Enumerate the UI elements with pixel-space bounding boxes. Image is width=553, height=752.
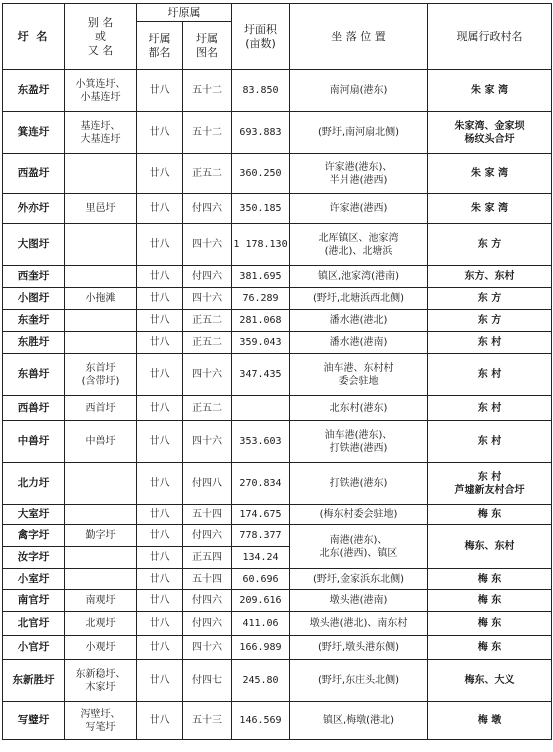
row-map: 付四六 [183, 525, 232, 547]
row-area: 245.80 [232, 660, 290, 702]
row-village: 东方、东村 [428, 266, 552, 288]
row-alias [65, 310, 137, 332]
row-map: 付四八 [183, 463, 232, 505]
row-name: 小图圩 [3, 288, 65, 310]
row-alias: 东新稳圩、 木家圩 [65, 660, 137, 702]
header-alias: 别 名 或 又 名 [65, 4, 137, 70]
row-name: 写璧圩 [3, 702, 65, 740]
row-location: 镇区,池家湾(港南) [290, 266, 428, 288]
row-du: 廿八 [137, 612, 183, 636]
row-village: 东 村 [428, 396, 552, 421]
row-du: 廿八 [137, 194, 183, 224]
row-village: 东 村 芦墟新友村合圩 [428, 463, 552, 505]
row-alias: 南观圩 [65, 590, 137, 612]
row-name: 外亦圩 [3, 194, 65, 224]
row-alias [65, 463, 137, 505]
table-row [3, 569, 552, 590]
row-area: 360.250 [232, 154, 290, 194]
row-location: (野圩,东庄头北侧) [290, 660, 428, 702]
row-area [232, 396, 290, 421]
row-location: 打铁港(港东) [290, 463, 428, 505]
table-row [3, 354, 552, 396]
row-name: 汝字圩 [3, 547, 65, 569]
table-row [3, 70, 552, 112]
row-du: 廿八 [137, 154, 183, 194]
table-row [3, 660, 552, 702]
row-map: 正五二 [183, 332, 232, 354]
row-du: 廿八 [137, 224, 183, 266]
row-area: 281.068 [232, 310, 290, 332]
row-location: (野圩,墩头港东侧) [290, 636, 428, 660]
row-map: 四十六 [183, 354, 232, 396]
header-village: 现属行政村名 [428, 4, 552, 70]
row-map: 付四七 [183, 660, 232, 702]
row-location: 潘水港(港北) [290, 310, 428, 332]
row-location: (梅东村委会驻地) [290, 505, 428, 525]
row-location: 墩头港(港南) [290, 590, 428, 612]
row-du: 廿八 [137, 636, 183, 660]
row-alias: 西首圩 [65, 396, 137, 421]
row-du: 廿八 [137, 569, 183, 590]
row-alias [65, 547, 137, 569]
row-area: 778.377 [232, 525, 290, 547]
row-name: 东盈圩 [3, 70, 65, 112]
row-location: 许家港(港西) [290, 194, 428, 224]
table-row [3, 463, 552, 505]
row-name: 西盈圩 [3, 154, 65, 194]
row-alias: 东首圩 (含带圩) [65, 354, 137, 396]
row-map: 正五四 [183, 547, 232, 569]
row-map: 四十六 [183, 421, 232, 463]
row-du: 廿八 [137, 505, 183, 525]
row-du: 廿八 [137, 525, 183, 547]
table-row [3, 310, 552, 332]
row-name: 大图圩 [3, 224, 65, 266]
row-map: 正五二 [183, 154, 232, 194]
row-du: 廿八 [137, 421, 183, 463]
row-map: 五十三 [183, 702, 232, 740]
row-area: 359.043 [232, 332, 290, 354]
row-alias [65, 224, 137, 266]
row-name: 小官圩 [3, 636, 65, 660]
row-village: 朱 家 湾 [428, 194, 552, 224]
table-row [3, 612, 552, 636]
row-village: 梅 东 [428, 636, 552, 660]
row-village: 朱 家 湾 [428, 70, 552, 112]
row-name: 禽字圩 [3, 525, 65, 547]
row-area: 347.435 [232, 354, 290, 396]
row-alias: 小观圩 [65, 636, 137, 660]
row-village: 梅 墩 [428, 702, 552, 740]
row-map: 四十六 [183, 224, 232, 266]
row-village: 梅东、东村 [428, 525, 552, 569]
row-name: 东兽圩 [3, 354, 65, 396]
row-map: 正五二 [183, 396, 232, 421]
row-village: 东 村 [428, 421, 552, 463]
row-map: 四十六 [183, 288, 232, 310]
row-name: 箕连圩 [3, 112, 65, 154]
row-location: 南港(港东)、 北东(港西)、镇区 [290, 525, 428, 569]
row-alias: 北观圩 [65, 612, 137, 636]
row-du: 廿八 [137, 660, 183, 702]
row-alias [65, 569, 137, 590]
row-alias: 勤字圩 [65, 525, 137, 547]
table-header [3, 4, 552, 70]
row-name: 东新胜圩 [3, 660, 65, 702]
row-map: 正五二 [183, 310, 232, 332]
table-row [3, 590, 552, 612]
row-location: 油车港(港东)、 打铁港(港西) [290, 421, 428, 463]
row-location: 油车港、东村村 委会驻地 [290, 354, 428, 396]
row-area: 693.883 [232, 112, 290, 154]
row-name: 北力圩 [3, 463, 65, 505]
row-area: 76.289 [232, 288, 290, 310]
row-du: 廿八 [137, 702, 183, 740]
row-area: 270.834 [232, 463, 290, 505]
row-location: 北厍镇区、池家湾 (港北)、北塘浜 [290, 224, 428, 266]
row-location: 镇区,梅墩(港北) [290, 702, 428, 740]
row-map: 付四六 [183, 266, 232, 288]
row-alias: 里邑圩 [65, 194, 137, 224]
row-village: 东 方 [428, 288, 552, 310]
table-row [3, 288, 552, 310]
row-du: 廿八 [137, 310, 183, 332]
row-map: 付四六 [183, 194, 232, 224]
table-body [3, 70, 552, 740]
row-area: 83.850 [232, 70, 290, 112]
row-du: 廿八 [137, 288, 183, 310]
row-location: (野圩,金家浜东北侧) [290, 569, 428, 590]
row-area: 209.616 [232, 590, 290, 612]
header-origin-group: 圩原属 [137, 4, 232, 22]
row-location: (野圩,南河扇北侧) [290, 112, 428, 154]
row-du: 廿八 [137, 396, 183, 421]
row-name: 西奎圩 [3, 266, 65, 288]
row-du: 廿八 [137, 354, 183, 396]
row-area: 411.06 [232, 612, 290, 636]
row-village: 梅 东 [428, 505, 552, 525]
row-alias: 中兽圩 [65, 421, 137, 463]
row-du: 廿八 [137, 112, 183, 154]
row-name: 小室圩 [3, 569, 65, 590]
row-du: 廿八 [137, 547, 183, 569]
header-origin-du: 圩属 都名 [137, 22, 183, 70]
row-alias [65, 154, 137, 194]
row-alias [65, 266, 137, 288]
row-village: 梅 东 [428, 612, 552, 636]
row-map: 五十四 [183, 569, 232, 590]
row-du: 廿八 [137, 590, 183, 612]
table-row [3, 332, 552, 354]
row-name: 东胜圩 [3, 332, 65, 354]
row-area: 350.185 [232, 194, 290, 224]
row-alias [65, 505, 137, 525]
row-location: 墩头港(港北)、南东村 [290, 612, 428, 636]
row-alias: 小拖滩 [65, 288, 137, 310]
header-location: 坐 落 位 置 [290, 4, 428, 70]
row-village: 朱 家 湾 [428, 154, 552, 194]
row-name: 中兽圩 [3, 421, 65, 463]
row-area: 60.696 [232, 569, 290, 590]
row-name: 南官圩 [3, 590, 65, 612]
row-alias: 小箕连圩、 小基连圩 [65, 70, 137, 112]
row-map: 付四六 [183, 590, 232, 612]
row-area: 134.24 [232, 547, 290, 569]
row-area: 146.569 [232, 702, 290, 740]
row-du: 廿八 [137, 463, 183, 505]
row-map: 五十二 [183, 70, 232, 112]
row-map: 五十四 [183, 505, 232, 525]
row-location: 北东村(港东) [290, 396, 428, 421]
header-origin-map: 圩属 图名 [183, 22, 232, 70]
row-area: 166.989 [232, 636, 290, 660]
header-name: 圩 名 [3, 4, 65, 70]
row-area: 1 178.130 [232, 224, 290, 266]
row-area: 174.675 [232, 505, 290, 525]
row-area: 381.695 [232, 266, 290, 288]
row-map: 四十六 [183, 636, 232, 660]
row-location: (野圩,北塘浜西北侧) [290, 288, 428, 310]
table-row [3, 421, 552, 463]
row-village: 梅东、大义 [428, 660, 552, 702]
row-area: 353.603 [232, 421, 290, 463]
row-village: 东 方 [428, 224, 552, 266]
row-map: 付四六 [183, 612, 232, 636]
table-row [3, 525, 552, 547]
table-row [3, 266, 552, 288]
row-location: 许家港(港东)、 半爿港(港西) [290, 154, 428, 194]
polder-table [2, 3, 552, 740]
table-row [3, 396, 552, 421]
row-alias: 泻壁圩、 写笔圩 [65, 702, 137, 740]
row-alias: 基连圩、 大基连圩 [65, 112, 137, 154]
table-row [3, 112, 552, 154]
table-row [3, 702, 552, 740]
row-village: 东 村 [428, 354, 552, 396]
row-village: 梅 东 [428, 590, 552, 612]
table-row [3, 154, 552, 194]
row-name: 大室圩 [3, 505, 65, 525]
table-row [3, 224, 552, 266]
row-village: 梅 东 [428, 569, 552, 590]
row-village: 朱家湾、金家坝 杨纹头合圩 [428, 112, 552, 154]
row-name: 西兽圩 [3, 396, 65, 421]
row-alias [65, 332, 137, 354]
table-row [3, 194, 552, 224]
row-du: 廿八 [137, 332, 183, 354]
row-location: 潘水港(港南) [290, 332, 428, 354]
row-name: 东奎圩 [3, 310, 65, 332]
table-row [3, 636, 552, 660]
row-du: 廿八 [137, 266, 183, 288]
header-area: 圩面积 (亩数) [232, 4, 290, 70]
row-du: 廿八 [137, 70, 183, 112]
table-row [3, 505, 552, 525]
row-location: 南河扇(港东) [290, 70, 428, 112]
row-village: 东 方 [428, 310, 552, 332]
row-map: 五十二 [183, 112, 232, 154]
row-name: 北官圩 [3, 612, 65, 636]
row-village: 东 村 [428, 332, 552, 354]
